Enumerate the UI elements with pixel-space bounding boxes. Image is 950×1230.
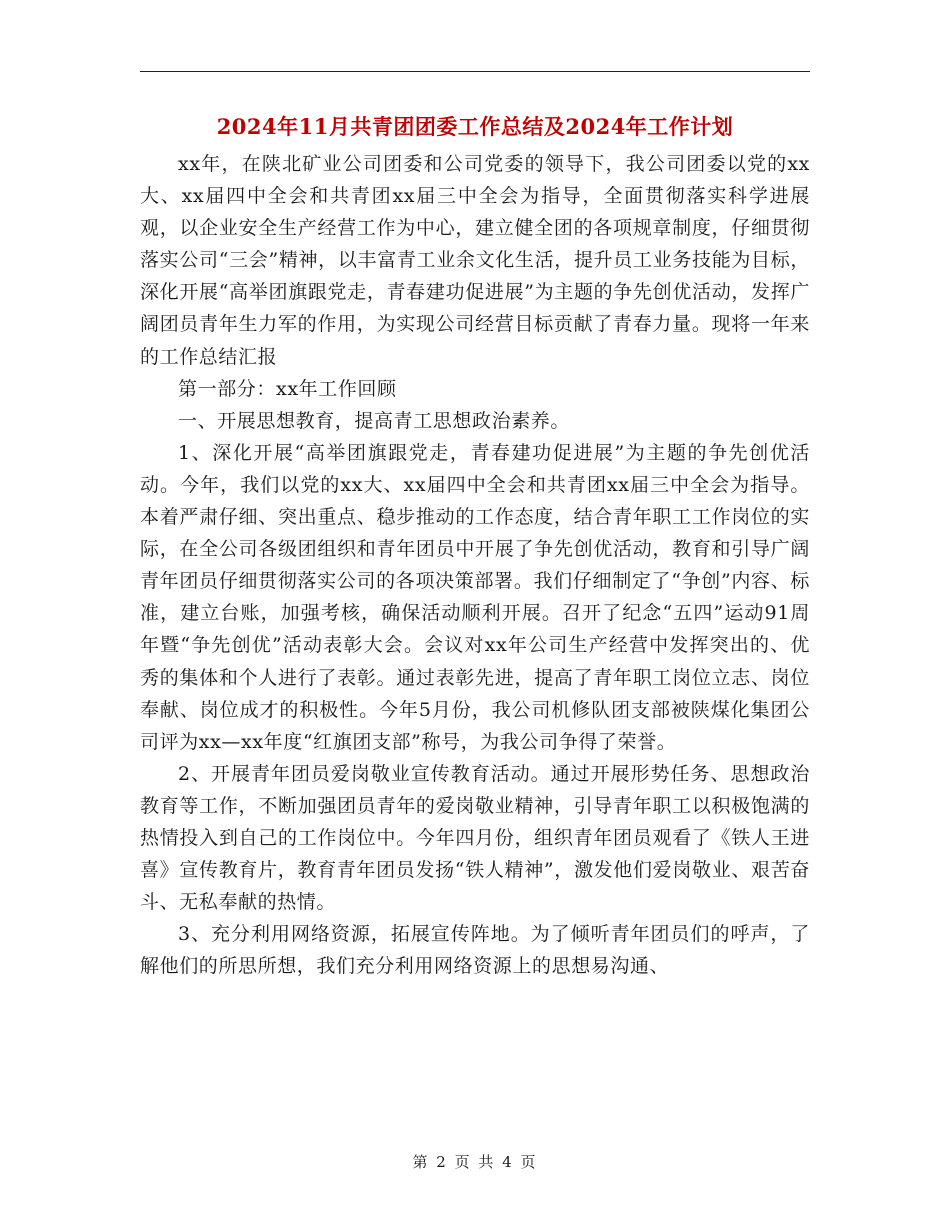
document-title: 2024年11月共青团团委工作总结及2024年工作计划 — [216, 114, 734, 139]
paragraph-item-2: 2、开展青年团员爱岗敬业宣传教育活动。通过开展形势任务、思想政治教育等工作，不断加强团员青年的爱岗敬业精神，引导青年职工以积极饱满的热情投入到自己的工作岗位中。今年四月份，组织青年团员观看了《铁人王进喜》宣传教育片，教育青年团员发扬“铁人精神”，激发他们爱岗敬业、艰苦奋斗、无私奉献的热情。 — [140, 762, 810, 914]
header-rule — [140, 71, 810, 72]
paragraph-item-3: 3、充分利用网络资源，拓展宣传阵地。为了倾听青年团员们的呼声，了解他们的所思所想，我们充分利用网络资源上的思想易沟通、 — [140, 923, 810, 978]
paragraph-intro: xx年，在陕北矿业公司团委和公司党委的领导下，我公司团委以党的xx大、xx届四中全会和共青团xx届三中全会为指导，全面贯彻落实科学进展观，以企业安全生产经营工作为中心，建立健全团的各项规章制度，仔细贯彻落实公司“三会”精神，以丰富青工业余文化生活，提升员工业务技能为目标，深化开展“高举团旗跟党走，青春建功促进展”为主题的争先创优活动，发挥广阔团员青年生力军的作用，为实现公司经营目标贡献了青春力量。现将一年来的工作总结汇报 — [140, 153, 810, 368]
document-body — [140, 148, 810, 982]
subsection-heading: 一、开展思想教育，提高青工思想政治素养。 — [178, 409, 571, 432]
paragraph-item-1: 1、深化开展“高举团旗跟党走，青春建功促进展”为主题的争先创优活动。今年，我们以党的xx大、xx届四中全会和共青团xx届三中全会为指导。本着严肃仔细、突出重点、稳步推动的工作态度，结合青年职工工作岗位的实际，在全公司各级团组织和青年团员中开展了争先创优活动，教育和引导广阔青年团员仔细贯彻落实公司的各项决策部署。我们仔细制定了“争创”内容、标准，建立台账，加强考核，确保活动顺利开展。召开了纪念“五四”运动91周年暨“争先创优”活动表彰大会。会议对xx年公司生产经营中发挥突出的、优秀的集体和个人进行了表彰。通过表彰先进，提高了青年职工岗位立志、岗位奉献、岗位成才的积极性。今年5月份，我公司机修队团支部被陕煤化集团公司评为xx—xx年度“红旗团支部”称号，为我公司争得了荣誉。 — [140, 441, 810, 753]
page-number: 第 2 页 共 4 页 — [412, 1153, 538, 1171]
section-heading: 第一部分：xx年工作回顾 — [178, 377, 397, 400]
